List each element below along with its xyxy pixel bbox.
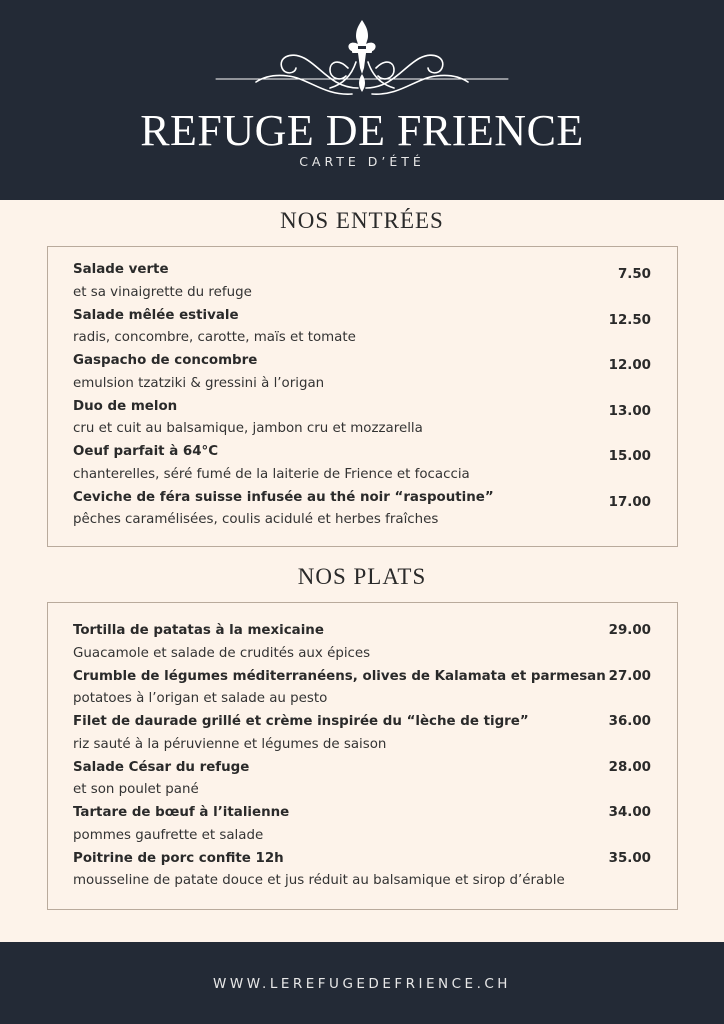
dish-description: pêches caramélisées, coulis acidulé et herbes fraîches [73, 512, 439, 528]
menu-item [73, 666, 651, 712]
fleur-de-lis-ornament-icon [212, 18, 512, 102]
dish-description: potatoes à l’origan et salade au pesto [73, 691, 328, 707]
menu-item [73, 711, 651, 757]
menu-item [73, 259, 651, 305]
dish-price: 15.00 [608, 449, 651, 465]
menu-item [73, 757, 651, 803]
dish-name: Ceviche de féra suisse infusée au thé noir “raspoutine” [73, 489, 494, 505]
menu-header [0, 0, 724, 200]
dish-price: 27.00 [608, 668, 651, 684]
section-title-entrees: NOS ENTRÉES [280, 208, 444, 233]
menu-item [73, 802, 651, 848]
dish-description: riz sauté à la péruvienne et légumes de saison [73, 736, 387, 752]
dish-price: 12.50 [608, 312, 651, 328]
dish-price: 36.00 [608, 714, 651, 730]
dish-name: Tartare de bœuf à l’italienne [73, 805, 290, 821]
dish-name: Duo de melon [73, 398, 178, 414]
dish-price: 35.00 [608, 850, 651, 866]
section-title-plats: NOS PLATS [297, 564, 427, 589]
dish-name: Crumble de légumes méditerranéens, olives de Kalamata et parmesan [73, 668, 606, 684]
menu-subtitle: CARTE D’ÉTÉ [299, 154, 425, 169]
menu-footer [0, 942, 724, 1024]
dish-description: mousseline de patate douce et jus réduit au balsamique et sirop d’érable [73, 873, 565, 889]
dish-name: Filet de daurade grillé et crème inspirée du “lèche de tigre” [73, 714, 529, 730]
dish-name: Salade mêlée estivale [73, 307, 239, 323]
dish-name: Tortilla de patatas à la mexicaine [73, 623, 324, 638]
dish-name: Gaspacho de concombre [73, 353, 258, 369]
dish-name: Salade verte [73, 262, 169, 277]
dish-price: 34.00 [608, 805, 651, 821]
plats-list [47, 602, 678, 910]
entrees-list [47, 246, 678, 547]
menu-item [73, 305, 651, 351]
menu-item [73, 350, 651, 396]
dish-price: 7.50 [617, 267, 651, 282]
dish-price: 29.00 [608, 623, 651, 638]
dish-description: chanterelles, séré fumé de la laiterie de Frience et focaccia [73, 466, 470, 482]
menu-item [73, 620, 651, 666]
menu-item [73, 487, 651, 533]
menu-item [73, 848, 651, 894]
dish-name: Oeuf parfait à 64°C [73, 444, 219, 460]
dish-name: Salade César du refuge [73, 759, 250, 775]
dish-description: pommes gaufrette et salade [73, 827, 264, 843]
dish-price: 12.00 [608, 358, 651, 374]
dish-description: et son poulet pané [73, 782, 199, 798]
dish-price: 17.00 [608, 494, 651, 510]
menu-item [73, 441, 651, 487]
website-url: WWW.LEREFUGEDEFRIENCE.CH [213, 976, 511, 992]
dish-description: Guacamole et salade de crudités aux épices [73, 645, 371, 661]
dish-description: et sa vinaigrette du refuge [73, 284, 252, 300]
dish-name: Poitrine de porc confite 12h [73, 850, 284, 866]
restaurant-name: REFUGE DE FRIENCE [140, 106, 584, 155]
dish-description: cru et cuit au balsamique, jambon cru et mozzarella [73, 421, 423, 437]
menu-item [73, 396, 651, 442]
dish-price: 13.00 [608, 403, 651, 419]
dish-description: emulsion tzatziki & gressini à l’origan [73, 375, 325, 391]
dish-description: radis, concombre, carotte, maïs et tomate [73, 330, 356, 346]
dish-price: 28.00 [608, 759, 651, 775]
